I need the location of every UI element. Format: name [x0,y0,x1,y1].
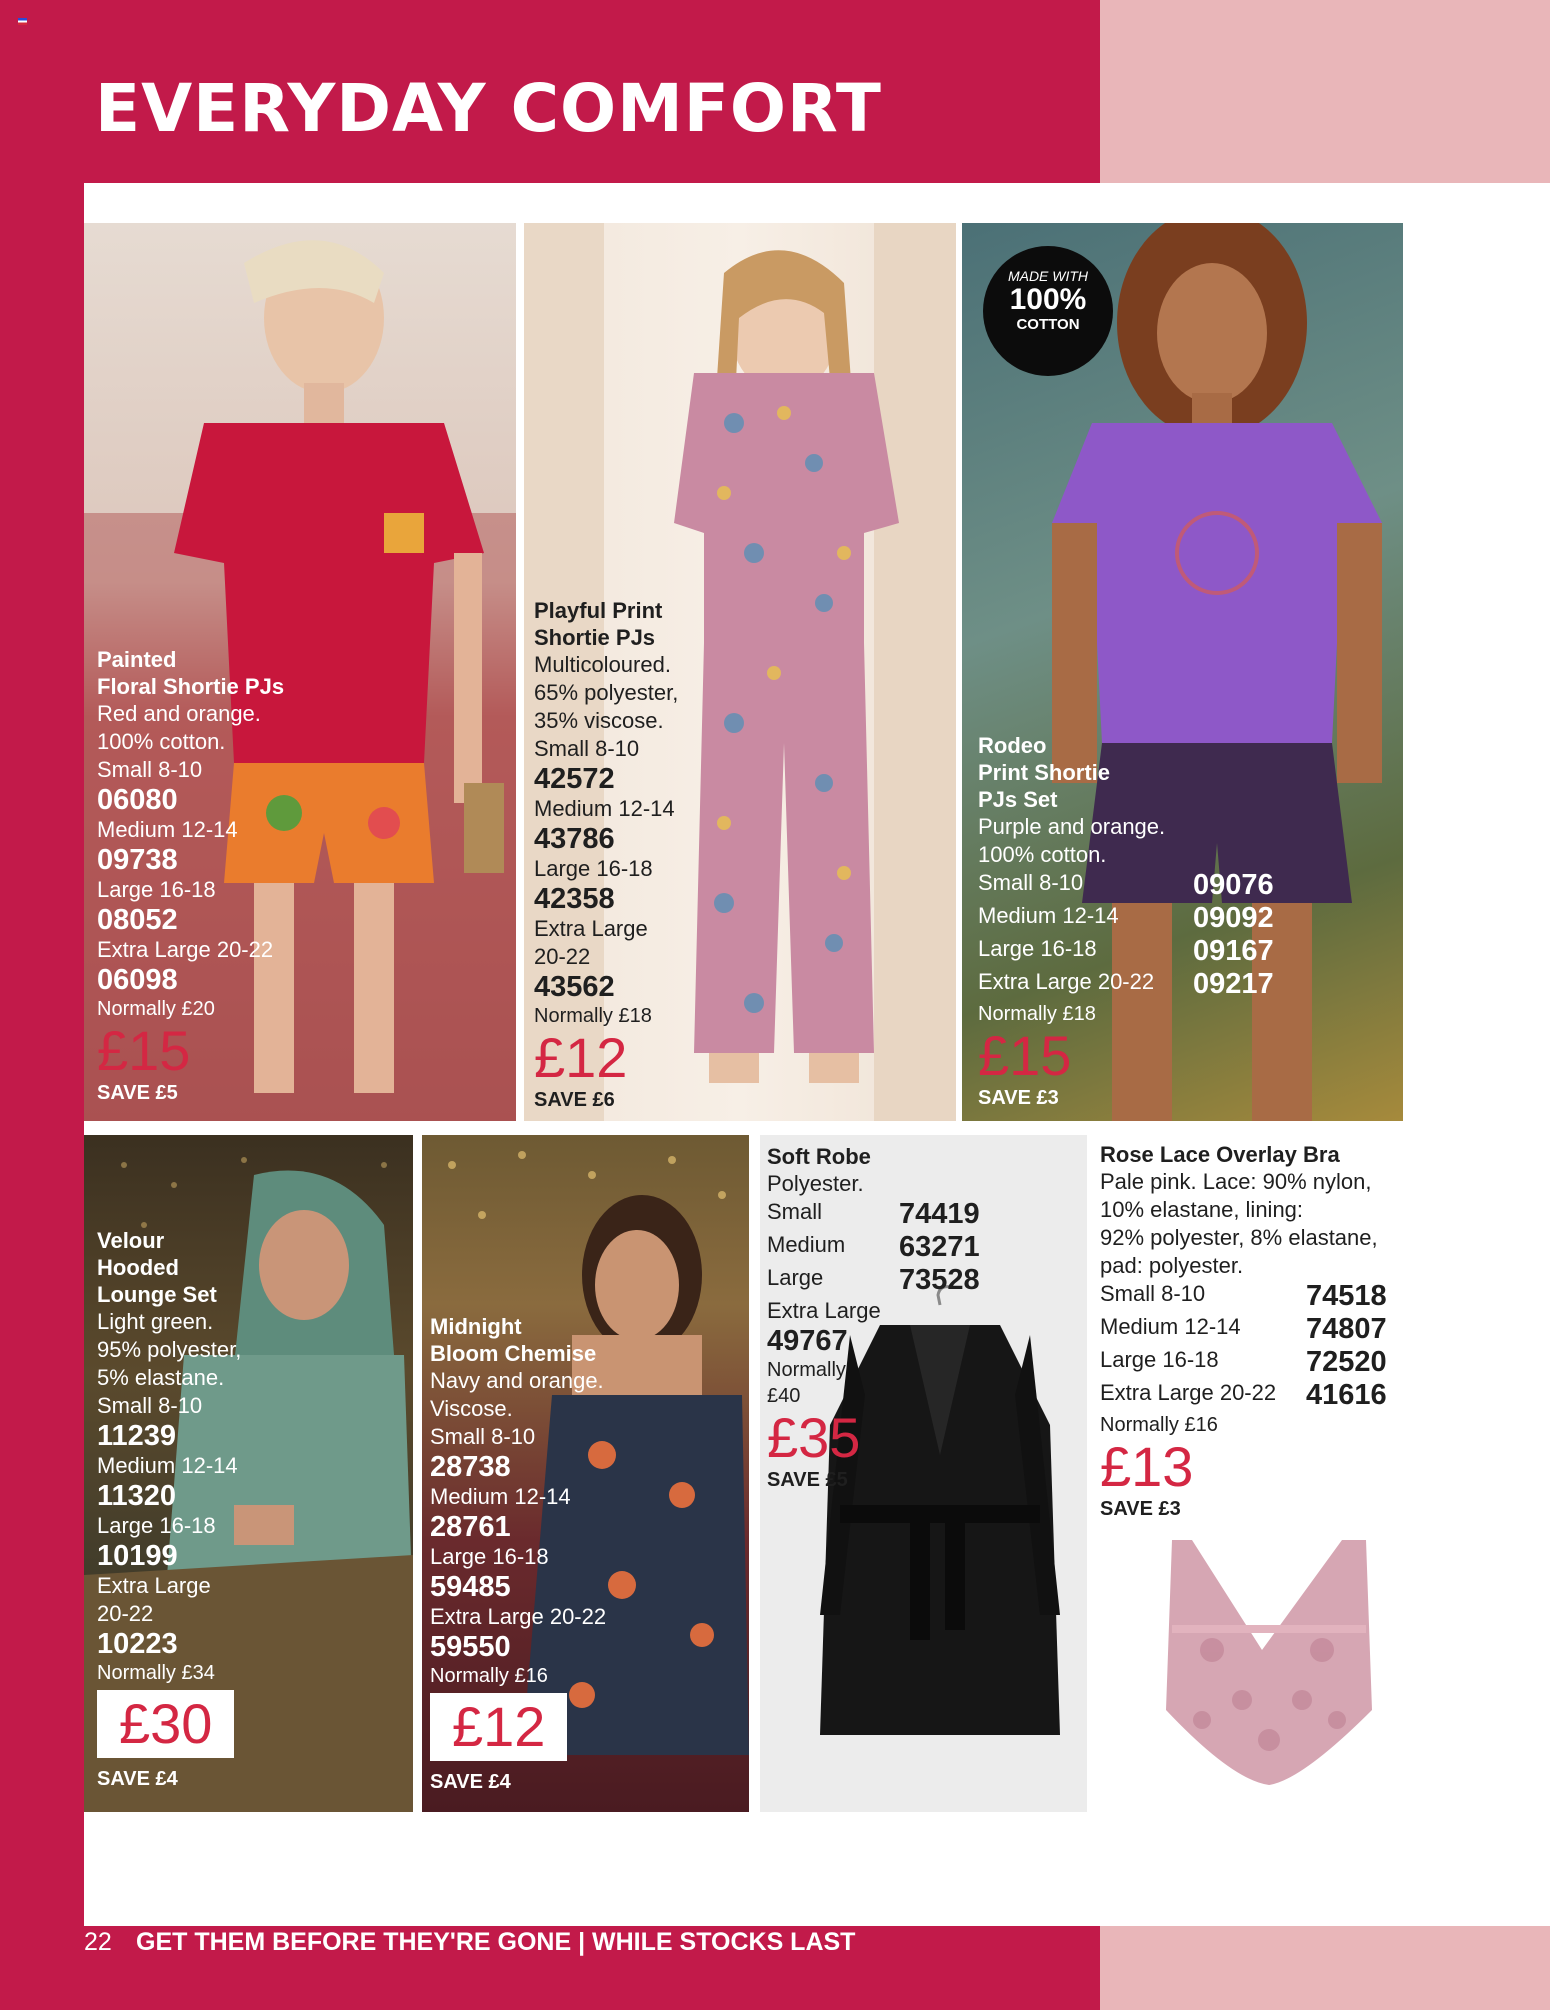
size-label: Medium 12-14 [1100,1314,1241,1339]
normal-price: Normally £16 [1100,1414,1218,1436]
size-code: 28738 [430,1451,511,1483]
size-code: 42358 [534,883,615,915]
product-info-velour-lounge [97,1227,241,1792]
size-label: Medium 12-14 [534,796,675,821]
page-number: 22 [84,1928,112,1956]
product-info-midnight-bloom [430,1313,606,1795]
product-name: Soft Robe [767,1144,871,1169]
product-desc: Light green. [97,1309,214,1334]
size-code: 74419 [899,1198,980,1230]
size-label: Medium 12-14 [97,1453,238,1478]
product-desc: 92% polyester, 8% elastane, [1100,1225,1378,1250]
product-name: Rose Lace Overlay Bra [1100,1142,1340,1167]
size-code: 09167 [1193,935,1274,967]
product-desc: Polyester. [767,1171,864,1196]
normal-price: Normally £16 [430,1665,548,1687]
product-photo-rose-lace-bra [1152,1530,1386,1800]
saving: SAVE £5 [97,1082,178,1104]
product-name: Lounge Set [97,1282,217,1307]
product-info-rose-lace-bra [1100,1141,1400,1522]
saving: SAVE £3 [978,1087,1059,1109]
size-label: Small 8-10 [978,870,1084,895]
size-label: Small 8-10 [1100,1281,1206,1306]
size-code: 10223 [97,1628,178,1660]
size-label: Small 8-10 [534,736,640,761]
product-desc: 10% elastane, lining: [1100,1197,1304,1222]
size-row [978,869,1274,902]
size-label: Extra Large 20-22 [978,969,1155,994]
size-row [978,902,1274,935]
size-label: Large [767,1265,824,1290]
size-code: 06098 [97,964,178,996]
product-desc: 100% cotton. [978,842,1107,867]
size-label: Large 16-18 [97,877,216,902]
size-label: Small 8-10 [97,1393,203,1418]
product-info-rodeo-print [978,732,1274,1111]
size-code: 42572 [534,763,615,795]
size-row [767,1198,987,1231]
product-desc: Pale pink. Lace: 90% nylon, [1100,1169,1372,1194]
size-code: 06080 [97,784,178,816]
size-code: 63271 [899,1231,980,1263]
size-code: 41616 [1306,1379,1387,1411]
size-label: Small 8-10 [430,1424,536,1449]
size-code: 59485 [430,1571,511,1603]
size-row [978,935,1274,968]
badge-line2: 100% [1009,283,1087,316]
size-code: 59550 [430,1631,511,1663]
sale-price: £35 [767,1406,861,1469]
flag-icon [18,18,27,25]
size-label: Small 8-10 [97,757,203,782]
product-desc: 95% polyester, [97,1337,242,1362]
product-info-soft-robe [767,1143,987,1493]
size-label: Extra Large 20-22 [430,1604,607,1629]
size-code: 11239 [97,1420,177,1452]
product-desc: Red and orange. [97,701,261,726]
normal-price: £40 [767,1385,801,1407]
size-label: Extra Large 20-22 [97,937,274,962]
product-name: Velour [97,1228,165,1253]
size-label: Large 16-18 [97,1513,216,1538]
size-code: 72520 [1306,1346,1387,1378]
product-name: Rodeo [978,733,1047,758]
size-label: 20-22 [97,1601,154,1626]
size-row [767,1231,987,1264]
size-label: 20-22 [534,944,591,969]
size-label: Medium [767,1232,846,1257]
saving: SAVE £6 [534,1089,615,1111]
size-label: Extra Large [97,1573,211,1598]
normal-price: Normally [767,1359,846,1381]
size-code: 10199 [97,1540,178,1572]
size-code: 73528 [899,1264,980,1296]
sale-price: £15 [978,1024,1072,1087]
footer-slogan: GET THEM BEFORE THEY'RE GONE | WHILE STOCKS LAST [136,1928,856,1956]
size-row [1100,1346,1400,1379]
size-row [978,968,1274,1001]
product-info-playful-print [534,597,678,1113]
saving: SAVE £3 [1100,1498,1181,1520]
product-desc: pad: polyester. [1100,1253,1244,1278]
size-label: Small [767,1199,823,1224]
size-label: Large 16-18 [1100,1347,1219,1372]
badge-line1: MADE WITH [1007,268,1089,284]
size-label: Medium 12-14 [97,817,238,842]
saving: SAVE £4 [97,1768,178,1790]
sale-price: £15 [97,1019,191,1082]
size-label: Extra Large [767,1298,881,1323]
page-title: EVERYDAY COMFORT [95,70,882,147]
product-info-painted-floral [97,646,284,1106]
size-label: Extra Large 20-22 [1100,1380,1277,1405]
product-desc: Purple and orange. [978,814,1166,839]
product-name: Hooded [97,1255,179,1280]
size-row [1100,1313,1400,1346]
size-label: Extra Large [534,916,648,941]
product-name: Bloom Chemise [430,1341,597,1366]
product-desc: 5% elastane. [97,1365,225,1390]
product-name: Floral Shortie PJs [97,674,285,699]
size-code: 43562 [534,971,615,1003]
size-code: 11320 [97,1480,177,1512]
product-desc: Multicoloured. [534,652,671,677]
sale-price: £12 [430,1693,567,1761]
size-label: Medium 12-14 [430,1484,571,1509]
product-desc: 65% polyester, [534,680,679,705]
saving: SAVE £5 [767,1469,848,1491]
product-desc: 35% viscose. [534,708,664,733]
size-code: 09076 [1193,869,1274,901]
product-name: PJs Set [978,787,1058,812]
size-label: Large 16-18 [430,1544,549,1569]
saving: SAVE £4 [430,1771,511,1793]
sale-price: £12 [534,1026,628,1089]
product-name: Playful Print [534,598,663,623]
size-label: Large 16-18 [978,936,1097,961]
product-desc: 100% cotton. [97,729,226,754]
normal-price: Normally £18 [534,1005,652,1027]
size-code: 43786 [534,823,615,855]
sale-price: £30 [97,1690,234,1758]
product-name: Painted [97,647,177,672]
size-row [1100,1379,1400,1412]
size-code: 09217 [1193,968,1274,1000]
product-name: Midnight [430,1314,522,1339]
made-with-cotton-badge [983,246,1113,376]
size-label: Medium 12-14 [978,903,1119,928]
normal-price: Normally £18 [978,1003,1096,1025]
size-code: 74807 [1306,1313,1387,1345]
sale-price: £13 [1100,1435,1194,1498]
product-name: Print Shortie [978,760,1111,785]
size-code: 28761 [430,1511,511,1543]
size-row [767,1264,987,1297]
product-name: Shortie PJs [534,625,656,650]
size-label: Large 16-18 [534,856,653,881]
size-code: 09092 [1193,902,1274,934]
badge-line3: COTTON [1016,316,1080,333]
size-row [1100,1280,1400,1313]
product-desc: Viscose. [430,1396,513,1421]
normal-price: Normally £34 [97,1662,215,1684]
product-desc: Navy and orange. [430,1368,604,1393]
size-code: 74518 [1306,1280,1387,1312]
normal-price: Normally £20 [97,998,215,1020]
size-code: 49767 [767,1325,848,1357]
size-code: 08052 [97,904,178,936]
size-code: 09738 [97,844,178,876]
